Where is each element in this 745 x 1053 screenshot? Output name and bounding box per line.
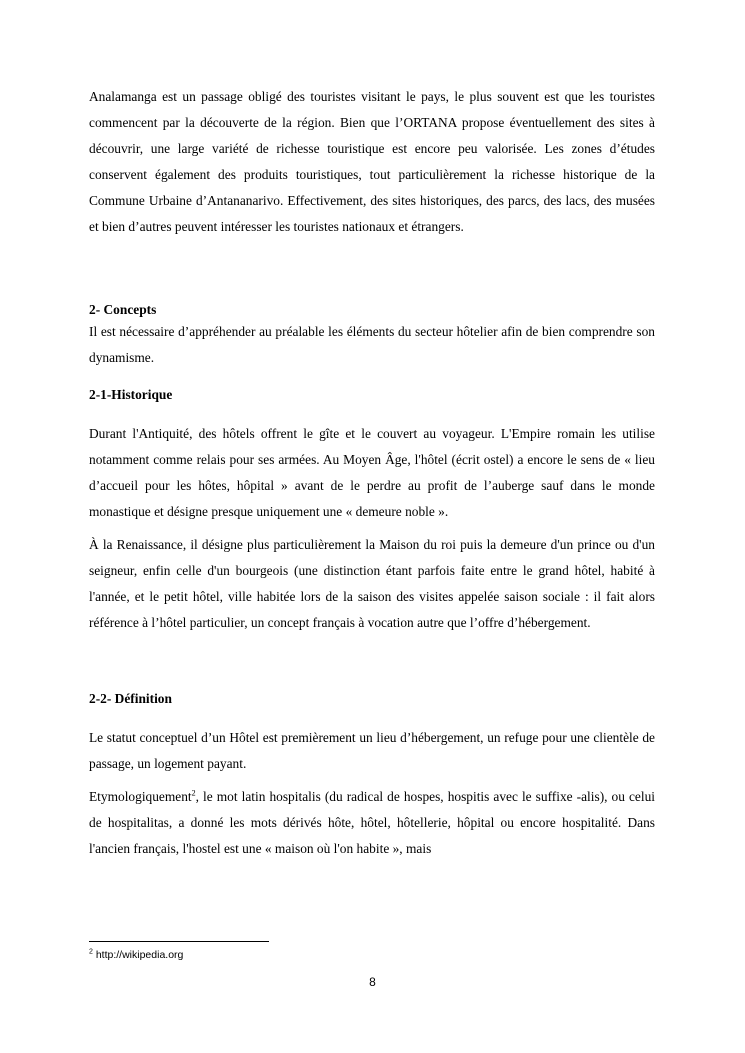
- historique-paragraph-1: Durant l'Antiquité, des hôtels offrent le gîte et le couvert au voyageur. L'Empire romain les utilise notamment comme relais pour ses armées. Au Moyen Âge, l'hôtel (écrit ostel) a encore le sens de « lieu d’accueil pour les hôtes, hôpital » avant de le perdre au profit de l’auberge sauf dans le monde monastique et désigne presque uniquement une « demeure noble ».: [89, 426, 655, 519]
- footnote-reference: 2: [191, 788, 196, 798]
- section-heading-concepts: 2- Concepts: [89, 302, 157, 317]
- intro-paragraph: Analamanga est un passage obligé des touristes visitant le pays, le plus souvent est que les touristes commencent par la découverte de la région. Bien que l’ORTANA propose éventuellement des sites à découvrir, une large variété de richesse touristique est encore peu valorisée. Les zones d’études conservent également des produits touristiques, tout particulièrement la richesse historique de la Commune Urbaine d’Antananarivo. Effectivement, des sites historiques, des parcs, des lacs, des musées et bien d’autres peuvent intéresser les touristes nationaux et étrangers.: [89, 89, 655, 234]
- page-number: 8: [369, 975, 376, 989]
- footnote-link-text: http://wikipedia.org: [95, 949, 184, 961]
- definition-rest-text: , le mot latin hospitalis (du radical de hospes, hospitis avec le suffixe -alis), ou celui de hospitalitas, a donné les mots dérivés hôte, hôtel, hôtellerie, hôpital ou encore hospitalité. Dans l'ancien français, l'hostel est une « maison où l'on habite », mais: [89, 789, 655, 856]
- document-body: [89, 84, 655, 862]
- definition-paragraph-2: [89, 784, 655, 862]
- section-heading-historique: 2-1-Historique: [89, 387, 173, 402]
- footnote: [89, 948, 183, 962]
- footnote-separator: [89, 941, 269, 942]
- definition-paragraph-1: Le statut conceptuel d’un Hôtel est premièrement un lieu d’hébergement, un refuge pour une clientèle de passage, un logement payant.: [89, 730, 655, 771]
- section-heading-definition: 2-2- Définition: [89, 691, 172, 706]
- definition-lead-text: Etymologiquement: [89, 789, 192, 804]
- footnote-number: 2: [89, 948, 93, 956]
- historique-paragraph-2: À la Renaissance, il désigne plus particulièrement la Maison du roi puis la demeure d'un prince ou d'un seigneur, enfin celle d'un bourgeois (une distinction étant parfois faite entre le grand hôtel, habité à l'année, et le petit hôtel, ville habitée lors de la saison des visites appelée saison sociale : il fait alors référence à l’hôtel particulier, un concept français à vocation autre que l’offre d’hébergement.: [89, 537, 655, 630]
- concepts-paragraph: Il est nécessaire d’appréhender au préalable les éléments du secteur hôtelier afin de bien comprendre son dynamisme.: [89, 324, 655, 365]
